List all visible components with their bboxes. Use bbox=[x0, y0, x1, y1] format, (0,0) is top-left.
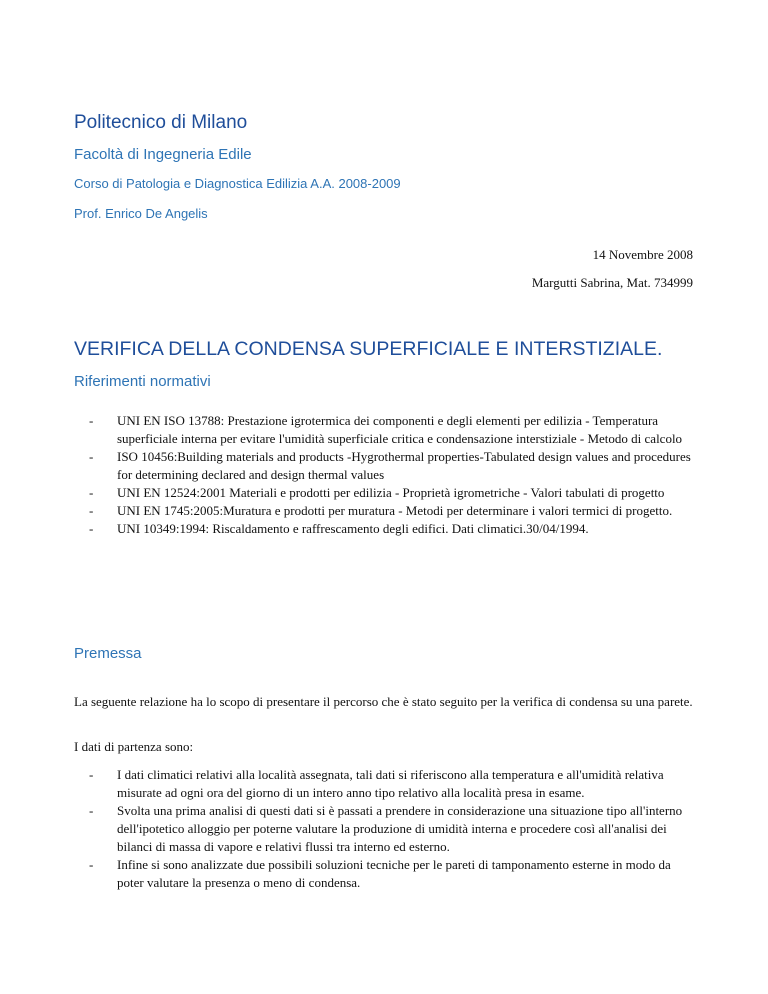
list-item-text: UNI EN 1745:2005:Muratura e prodotti per muratura - Metodi per determinare i valori termici di progetto. bbox=[117, 503, 673, 518]
dash-bullet: - bbox=[89, 503, 94, 518]
dash-bullet: - bbox=[89, 803, 94, 818]
dash-bullet: - bbox=[89, 857, 94, 872]
list-item bbox=[74, 412, 694, 448]
section-heading-riferimenti: Riferimenti normativi bbox=[74, 373, 211, 390]
list-item bbox=[74, 766, 694, 802]
list-item bbox=[74, 856, 694, 892]
list-item bbox=[74, 484, 694, 502]
riferimenti-list bbox=[74, 412, 694, 538]
list-item-text: UNI 10349:1994: Riscaldamento e raffrescamento degli edifici. Dati climatici.30/04/1994. bbox=[117, 521, 589, 536]
list-item-text: Infine si sono analizzate due possibili soluzioni tecniche per le pareti di tamponamento esterne in modo da poter valutare la presenza o meno di condensa. bbox=[117, 857, 671, 890]
professor-heading: Prof. Enrico De Angelis bbox=[74, 206, 208, 221]
premessa-list bbox=[74, 766, 694, 892]
section-heading-premessa: Premessa bbox=[74, 645, 142, 662]
university-heading: Politecnico di Milano bbox=[74, 112, 248, 133]
list-item bbox=[74, 502, 694, 520]
premessa-data-intro: I dati di partenza sono: bbox=[74, 739, 194, 754]
dash-bullet: - bbox=[89, 485, 94, 500]
list-item-text: I dati climatici relativi alla località assegnata, tali dati si riferiscono alla temperatura e all'umidità relativa misurate ad ogni ora del giorno di un intero anno tipo relativo alla località presa in esame. bbox=[117, 767, 664, 800]
list-item bbox=[74, 520, 694, 538]
dash-bullet: - bbox=[89, 413, 94, 428]
list-item bbox=[74, 448, 694, 484]
list-item bbox=[74, 802, 694, 856]
document-date: 14 Novembre 2008 bbox=[592, 247, 693, 262]
list-item-text: UNI EN ISO 13788: Prestazione igrotermica dei componenti e degli elementi per edilizia - Temperatura superficiale interna per evitare l'umidità superficiale critica e condensazione interstiziale - Metodo di calcolo bbox=[117, 413, 683, 446]
list-item-text: Svolta una prima analisi di questi dati si è passati a prendere in considerazione una situazione tipo all'interno dell'ipotetico alloggio per poterne valutare la produzione di umidità interna e procedere così all'analisi dei bilanci di massa di vapore e relativi flussi tra interno ed esterno. bbox=[117, 803, 683, 854]
dash-bullet: - bbox=[89, 767, 94, 782]
list-item-text: ISO 10456:Building materials and products -Hygrothermal properties-Tabulated design values and procedures for determining declared and design thermal values bbox=[117, 449, 691, 482]
premessa-intro-paragraph: La seguente relazione ha lo scopo di presentare il percorso che è stato seguito per la verifica di condensa su una parete. bbox=[74, 694, 693, 709]
list-item-text: UNI EN 12524:2001 Materiali e prodotti per edilizia - Proprietà igrometriche - Valori tabulati di progetto bbox=[117, 485, 665, 500]
course-heading: Corso di Patologia e Diagnostica Edilizia A.A. 2008-2009 bbox=[74, 176, 401, 191]
faculty-heading: Facoltà di Ingegneria Edile bbox=[74, 146, 252, 163]
dash-bullet: - bbox=[89, 449, 94, 464]
document-title: VERIFICA DELLA CONDENSA SUPERFICIALE E INTERSTIZIALE. bbox=[74, 338, 663, 360]
document-author: Margutti Sabrina, Mat. 734999 bbox=[531, 275, 693, 290]
dash-bullet: - bbox=[89, 521, 94, 536]
